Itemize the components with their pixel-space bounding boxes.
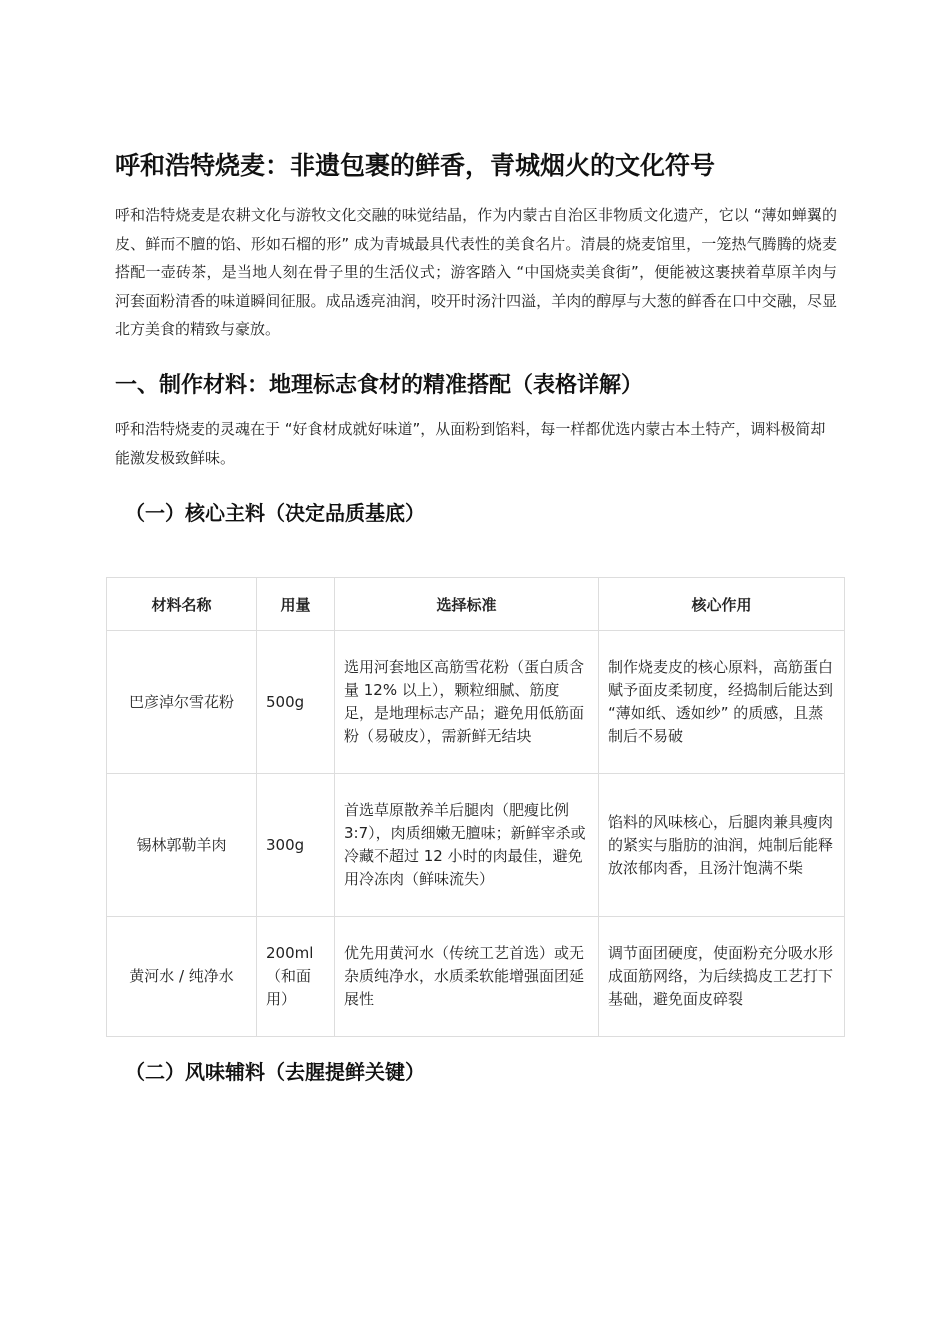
amount-cell: 200ml（和面用） [257,917,335,1037]
material-name-cell: 黄河水 / 纯净水 [107,917,257,1037]
section-intro-paragraph: 呼和浩特烧麦的灵魂在于 “好食材成就好味道”，从面粉到馅料，每一样都优选内蒙古本土特产，调料极简却能激发极致鲜味。 [115,420,826,467]
role-cell: 馅料的风味核心，后腿肉兼具瘦肉的紧实与脂肪的油润，炖制后能释放浓郁肉香，且汤汁饱满不柴 [599,774,845,917]
section-heading-materials: 一、制作材料：地理标志食材的精准搭配（表格详解） [115,373,644,398]
material-name-cell: 巴彦淖尔雪花粉 [107,631,257,774]
table-row [107,917,845,1037]
column-header: 用量 [257,578,335,631]
intro-paragraph: 呼和浩特烧麦是农耕文化与游牧文化交融的味觉结晶，作为内蒙古自治区非物质文化遗产，它以 “薄如蝉翼的皮、鲜而不膻的馅、形如石榴的形” 成为青城最具代表性的美食名片。清晨的烧麦馆里，一笼热气腾腾的烧麦搭配一壶砖茶，是当地人刻在骨子里的生活仪式；游客踏入 “中国烧卖美食街”，便能被这裹挟着草原羊肉与河套面粉清香的味道瞬间征服。成品透亮油润，咬开时汤汁四溢，羊肉的醇厚与大葱的鲜香在口中交融，尽显北方美食的精致与豪放。 [115,206,837,338]
role-cell: 制作烧麦皮的核心原料，高筋蛋白赋予面皮柔韧度，经捣制后能达到 “薄如纸、透如纱” 的质感，且蒸制后不易破 [599,631,845,774]
table-row [107,774,845,917]
table-header-row [107,578,845,631]
standard-cell: 首选草原散养羊后腿肉（肥瘦比例 3:7），肉质细嫩无膻味；新鲜宰杀或冷藏不超过 12 小时的肉最佳，避免用冷冻肉（鲜味流失） [335,774,599,917]
subsection-heading-core-ingredients: （一）核心主料（决定品质基底） [125,501,425,525]
table-row [107,631,845,774]
material-name-cell: 锡林郭勒羊肉 [107,774,257,917]
materials-table [106,577,845,1037]
column-header: 选择标准 [335,578,599,631]
column-header: 材料名称 [107,578,257,631]
subsection-heading-flavor-ingredients: （二）风味辅料（去腥提鲜关键） [125,1060,425,1084]
standard-cell: 优先用黄河水（传统工艺首选）或无杂质纯净水，水质柔软能增强面团延展性 [335,917,599,1037]
amount-cell: 300g [257,774,335,917]
role-cell: 调节面团硬度，使面粉充分吸水形成面筋网络，为后续捣皮工艺打下基础，避免面皮碎裂 [599,917,845,1037]
standard-cell: 选用河套地区高筋雪花粉（蛋白质含量 12% 以上），颗粒细腻、筋度足，是地理标志产品；避免用低筋面粉（易破皮），需新鲜无结块 [335,631,599,774]
amount-cell: 500g [257,631,335,774]
column-header: 核心作用 [599,578,845,631]
page-title: 呼和浩特烧麦：非遗包裹的鲜香，青城烟火的文化符号 [115,151,716,180]
